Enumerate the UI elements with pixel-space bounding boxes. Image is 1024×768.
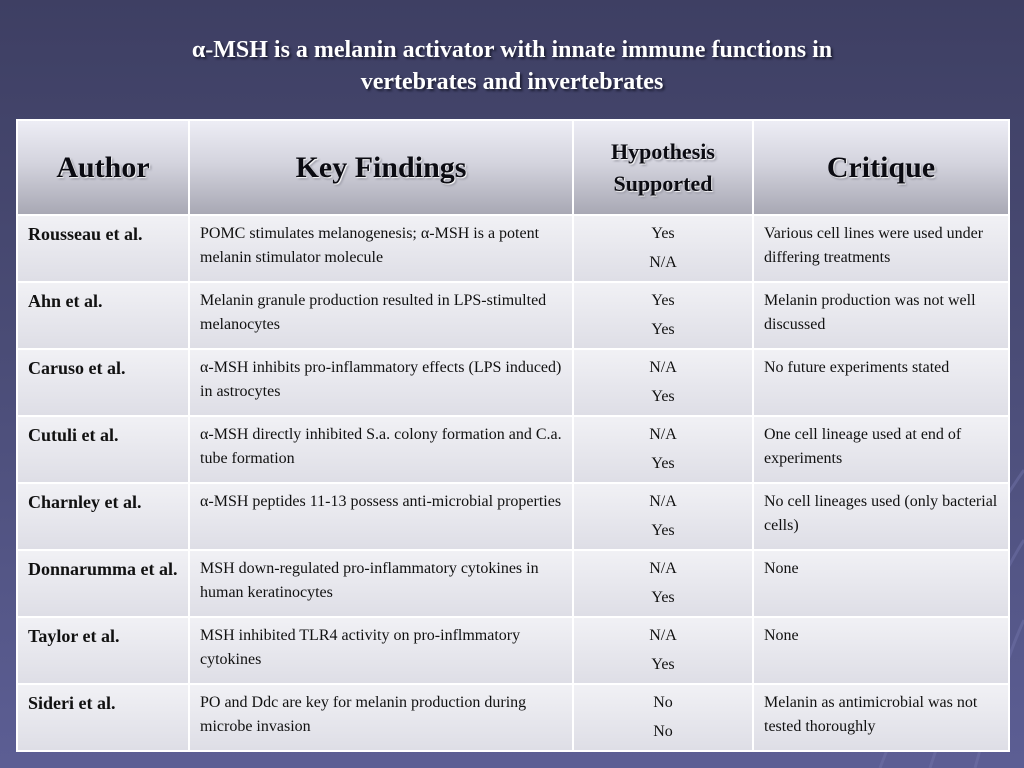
critique-cell: Various cell lines were used under differing treatments: [753, 215, 1009, 282]
table-row: [17, 416, 1009, 483]
hypothesis-value-2: No: [653, 723, 673, 740]
author-cell: Charnley et al.: [17, 483, 189, 550]
hypothesis-value-2: Yes: [651, 455, 675, 472]
critique-cell: None: [753, 617, 1009, 684]
studies-table-container: [16, 119, 1008, 740]
table-row: [17, 550, 1009, 617]
table-row: [17, 282, 1009, 349]
findings-cell: α-MSH inhibits pro-inflammatory effects (LPS induced) in astrocytes: [189, 349, 573, 416]
studies-table: [16, 119, 1010, 752]
hypothesis-value-2: N/A: [649, 254, 677, 271]
findings-cell: Melanin granule production resulted in LPS-stimulted melanocytes: [189, 282, 573, 349]
slide-title-line-2: vertebrates and invertebrates: [360, 69, 664, 95]
hypothesis-cell: [573, 617, 753, 684]
hypothesis-value-1: No: [653, 694, 673, 711]
critique-cell: One cell lineage used at end of experiments: [753, 416, 1009, 483]
table-row: [17, 483, 1009, 550]
hypothesis-cell: [573, 416, 753, 483]
hypothesis-value-1: N/A: [649, 426, 677, 443]
critique-cell: Melanin as antimicrobial was not tested thoroughly: [753, 684, 1009, 751]
hypothesis-value-1: N/A: [649, 627, 677, 644]
hypothesis-value-1: Yes: [651, 225, 675, 242]
header-critique: Critique: [753, 120, 1009, 215]
findings-cell: α-MSH peptides 11-13 possess anti-microbial properties: [189, 483, 573, 550]
critique-cell: No cell lineages used (only bacterial cells): [753, 483, 1009, 550]
critique-cell: Melanin production was not well discussed: [753, 282, 1009, 349]
hypothesis-value-1: N/A: [649, 560, 677, 577]
header-author: Author: [17, 120, 189, 215]
critique-cell: None: [753, 550, 1009, 617]
hypothesis-cell: [573, 483, 753, 550]
slide-title: [0, 34, 1024, 98]
hypothesis-value-2: Yes: [651, 656, 675, 673]
hypothesis-value-2: Yes: [651, 522, 675, 539]
hypothesis-value-1: N/A: [649, 493, 677, 510]
hypothesis-cell: [573, 282, 753, 349]
author-cell: Sideri et al.: [17, 684, 189, 751]
findings-cell: α-MSH directly inhibited S.a. colony formation and C.a. tube formation: [189, 416, 573, 483]
table-row: [17, 684, 1009, 751]
header-hypothesis-supported: [573, 120, 753, 215]
table-row: [17, 215, 1009, 282]
table-row: [17, 349, 1009, 416]
header-key-findings: Key Findings: [189, 120, 573, 215]
header-hypothesis-line-2: Supported: [613, 170, 713, 196]
findings-cell: POMC stimulates melanogenesis; α-MSH is a potent melanin stimulator molecule: [189, 215, 573, 282]
author-cell: Taylor et al.: [17, 617, 189, 684]
author-cell: Caruso et al.: [17, 349, 189, 416]
hypothesis-value-2: Yes: [651, 388, 675, 405]
hypothesis-cell: [573, 215, 753, 282]
author-cell: Cutuli et al.: [17, 416, 189, 483]
critique-cell: No future experiments stated: [753, 349, 1009, 416]
hypothesis-cell: [573, 684, 753, 751]
hypothesis-value-2: Yes: [651, 321, 675, 338]
hypothesis-value-2: Yes: [651, 589, 675, 606]
hypothesis-cell: [573, 349, 753, 416]
table-row: [17, 617, 1009, 684]
slide-title-line-1: α-MSH is a melanin activator with innate immune functions in: [191, 37, 833, 63]
hypothesis-value-1: N/A: [649, 359, 677, 376]
header-hypothesis-line-1: Hypothesis: [611, 138, 715, 164]
findings-cell: MSH down-regulated pro-inflammatory cytokines in human keratinocytes: [189, 550, 573, 617]
author-cell: Donnarumma et al.: [17, 550, 189, 617]
hypothesis-value-1: Yes: [651, 292, 675, 309]
author-cell: Rousseau et al.: [17, 215, 189, 282]
author-cell: Ahn et al.: [17, 282, 189, 349]
hypothesis-cell: [573, 550, 753, 617]
table-header-row: [17, 120, 1009, 215]
findings-cell: PO and Ddc are key for melanin production during microbe invasion: [189, 684, 573, 751]
findings-cell: MSH inhibited TLR4 activity on pro-inflmmatory cytokines: [189, 617, 573, 684]
